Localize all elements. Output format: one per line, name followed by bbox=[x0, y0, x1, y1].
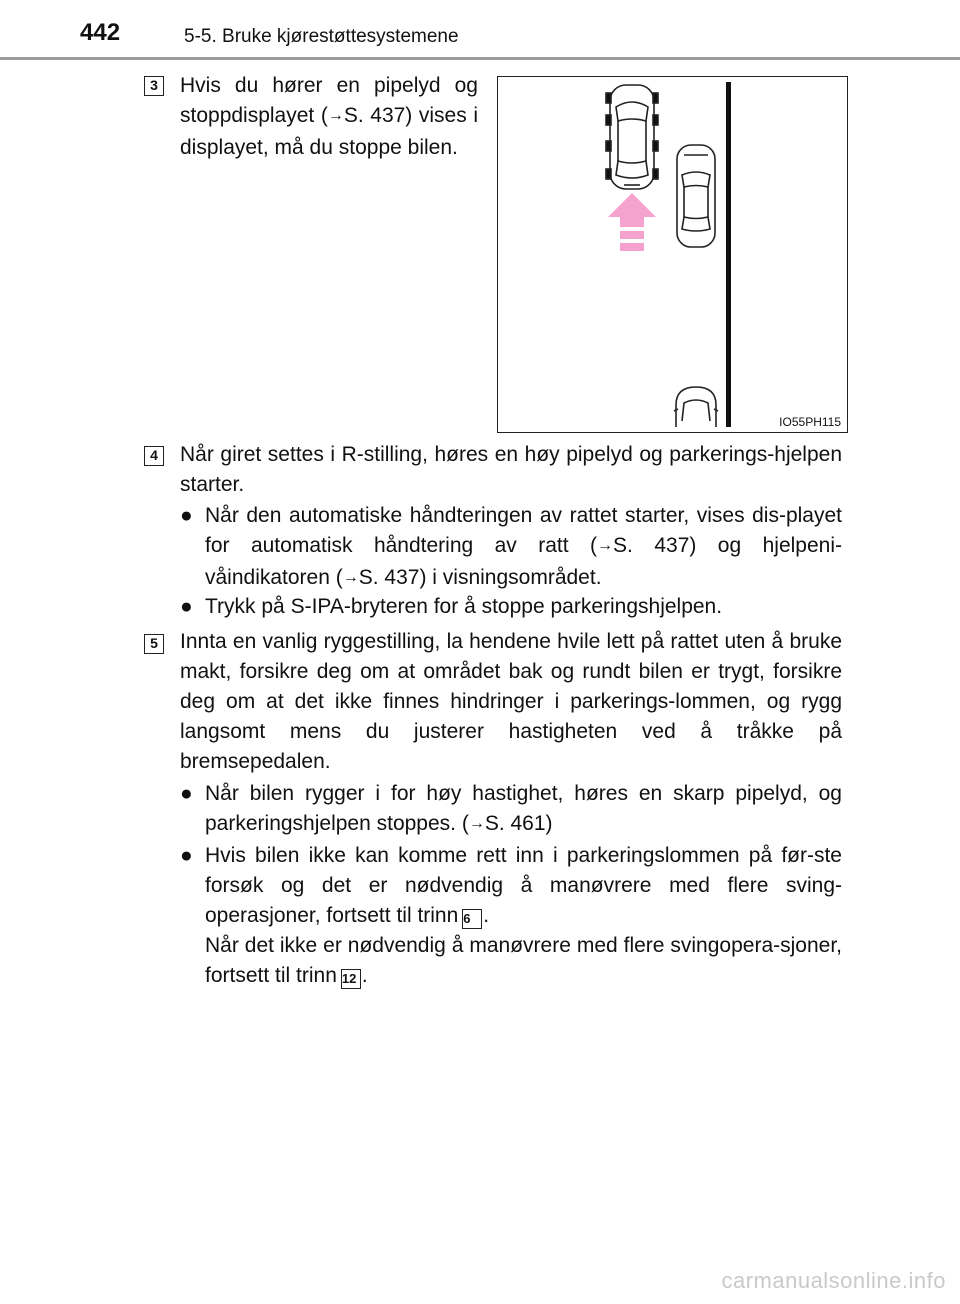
step-5-text: Innta en vanlig ryggestilling, la hendene hvile lett på rattet uten å bruke makt, forsikre deg om at området bak og rundt bilen er trygt, forsikre deg om at det ikke finnes hindringer i parkerings-lommen, og rygg langsomt mens du justerer hastigheten ved å tråkke på bremsepedalen. bbox=[180, 630, 842, 773]
step-5-bullet-2 bbox=[180, 841, 842, 991]
step-4-text: Når giret settes i R-stilling, høres en høy pipelyd og parkerings-hjelpen starter. bbox=[180, 443, 842, 496]
step-4-marker: 4 bbox=[144, 446, 164, 466]
arrow-icon: → bbox=[597, 537, 614, 554]
site-watermark: carmanualsonline.info bbox=[721, 1268, 946, 1293]
step-3-marker: 3 bbox=[144, 76, 164, 96]
bullet-icon: ● bbox=[180, 782, 193, 805]
own-car-icon bbox=[606, 85, 658, 189]
parking-diagram bbox=[498, 77, 849, 434]
curb-line bbox=[726, 82, 731, 427]
bullet-text: Når bilen rygger i for høy hastighet, høres en skarp pipelyd, og parkeringshjelpen stoppes. (→S. 461) bbox=[205, 782, 842, 835]
bullet-text: Når den automatiske håndteringen av rattet starter, vises dis-playet for automatisk håndtering av ratt (→S. 437) og hjelpeni-våindikatoren (→S. 437) i visningsområdet. bbox=[205, 504, 842, 589]
parking-illustration bbox=[497, 76, 848, 433]
bullet-text: Trykk på S-IPA-bryteren for å stoppe parkeringshjelpen. bbox=[205, 595, 723, 618]
bullet-icon: ● bbox=[180, 504, 193, 527]
step-4-bullet-2 bbox=[180, 592, 842, 622]
arrow-icon: → bbox=[327, 107, 344, 124]
rear-car-icon bbox=[674, 387, 718, 427]
arrow-icon: → bbox=[342, 569, 359, 586]
step-ref-6: 6 bbox=[462, 909, 482, 929]
page-number: 442 bbox=[80, 19, 121, 46]
section-title: 5-5. Bruke kjørestøttesystemene bbox=[184, 26, 459, 47]
arrow-icon: → bbox=[468, 815, 485, 832]
direction-arrow-icon bbox=[608, 193, 656, 251]
step-3-text: Hvis du hører en pipelyd og stoppdisplayet (→S. 437) vises i displayet, må du stoppe bilen. bbox=[180, 74, 478, 159]
bullet-icon: ● bbox=[180, 595, 193, 618]
bullet-text: Hvis bilen ikke kan komme rett inn i parkeringslommen på før-ste forsøk og det er nødvendig å manøvrere med flere sving-operasjoner, fortsett til trinn 6 . Når det ikke er nødvendig å manøvrere med flere svingopera-sjoner, fortsett til trinn 12 . bbox=[205, 844, 842, 987]
header-divider bbox=[0, 57, 960, 60]
bullet-icon: ● bbox=[180, 844, 193, 867]
step-4-bullet-1 bbox=[180, 501, 842, 595]
step-ref-12: 12 bbox=[341, 969, 361, 989]
step-5-bullet-1 bbox=[180, 779, 842, 841]
step-5-marker: 5 bbox=[144, 634, 164, 654]
parked-car-icon bbox=[677, 145, 715, 247]
figure-code: IO55PH115 bbox=[779, 415, 841, 429]
page-header bbox=[0, 0, 960, 62]
